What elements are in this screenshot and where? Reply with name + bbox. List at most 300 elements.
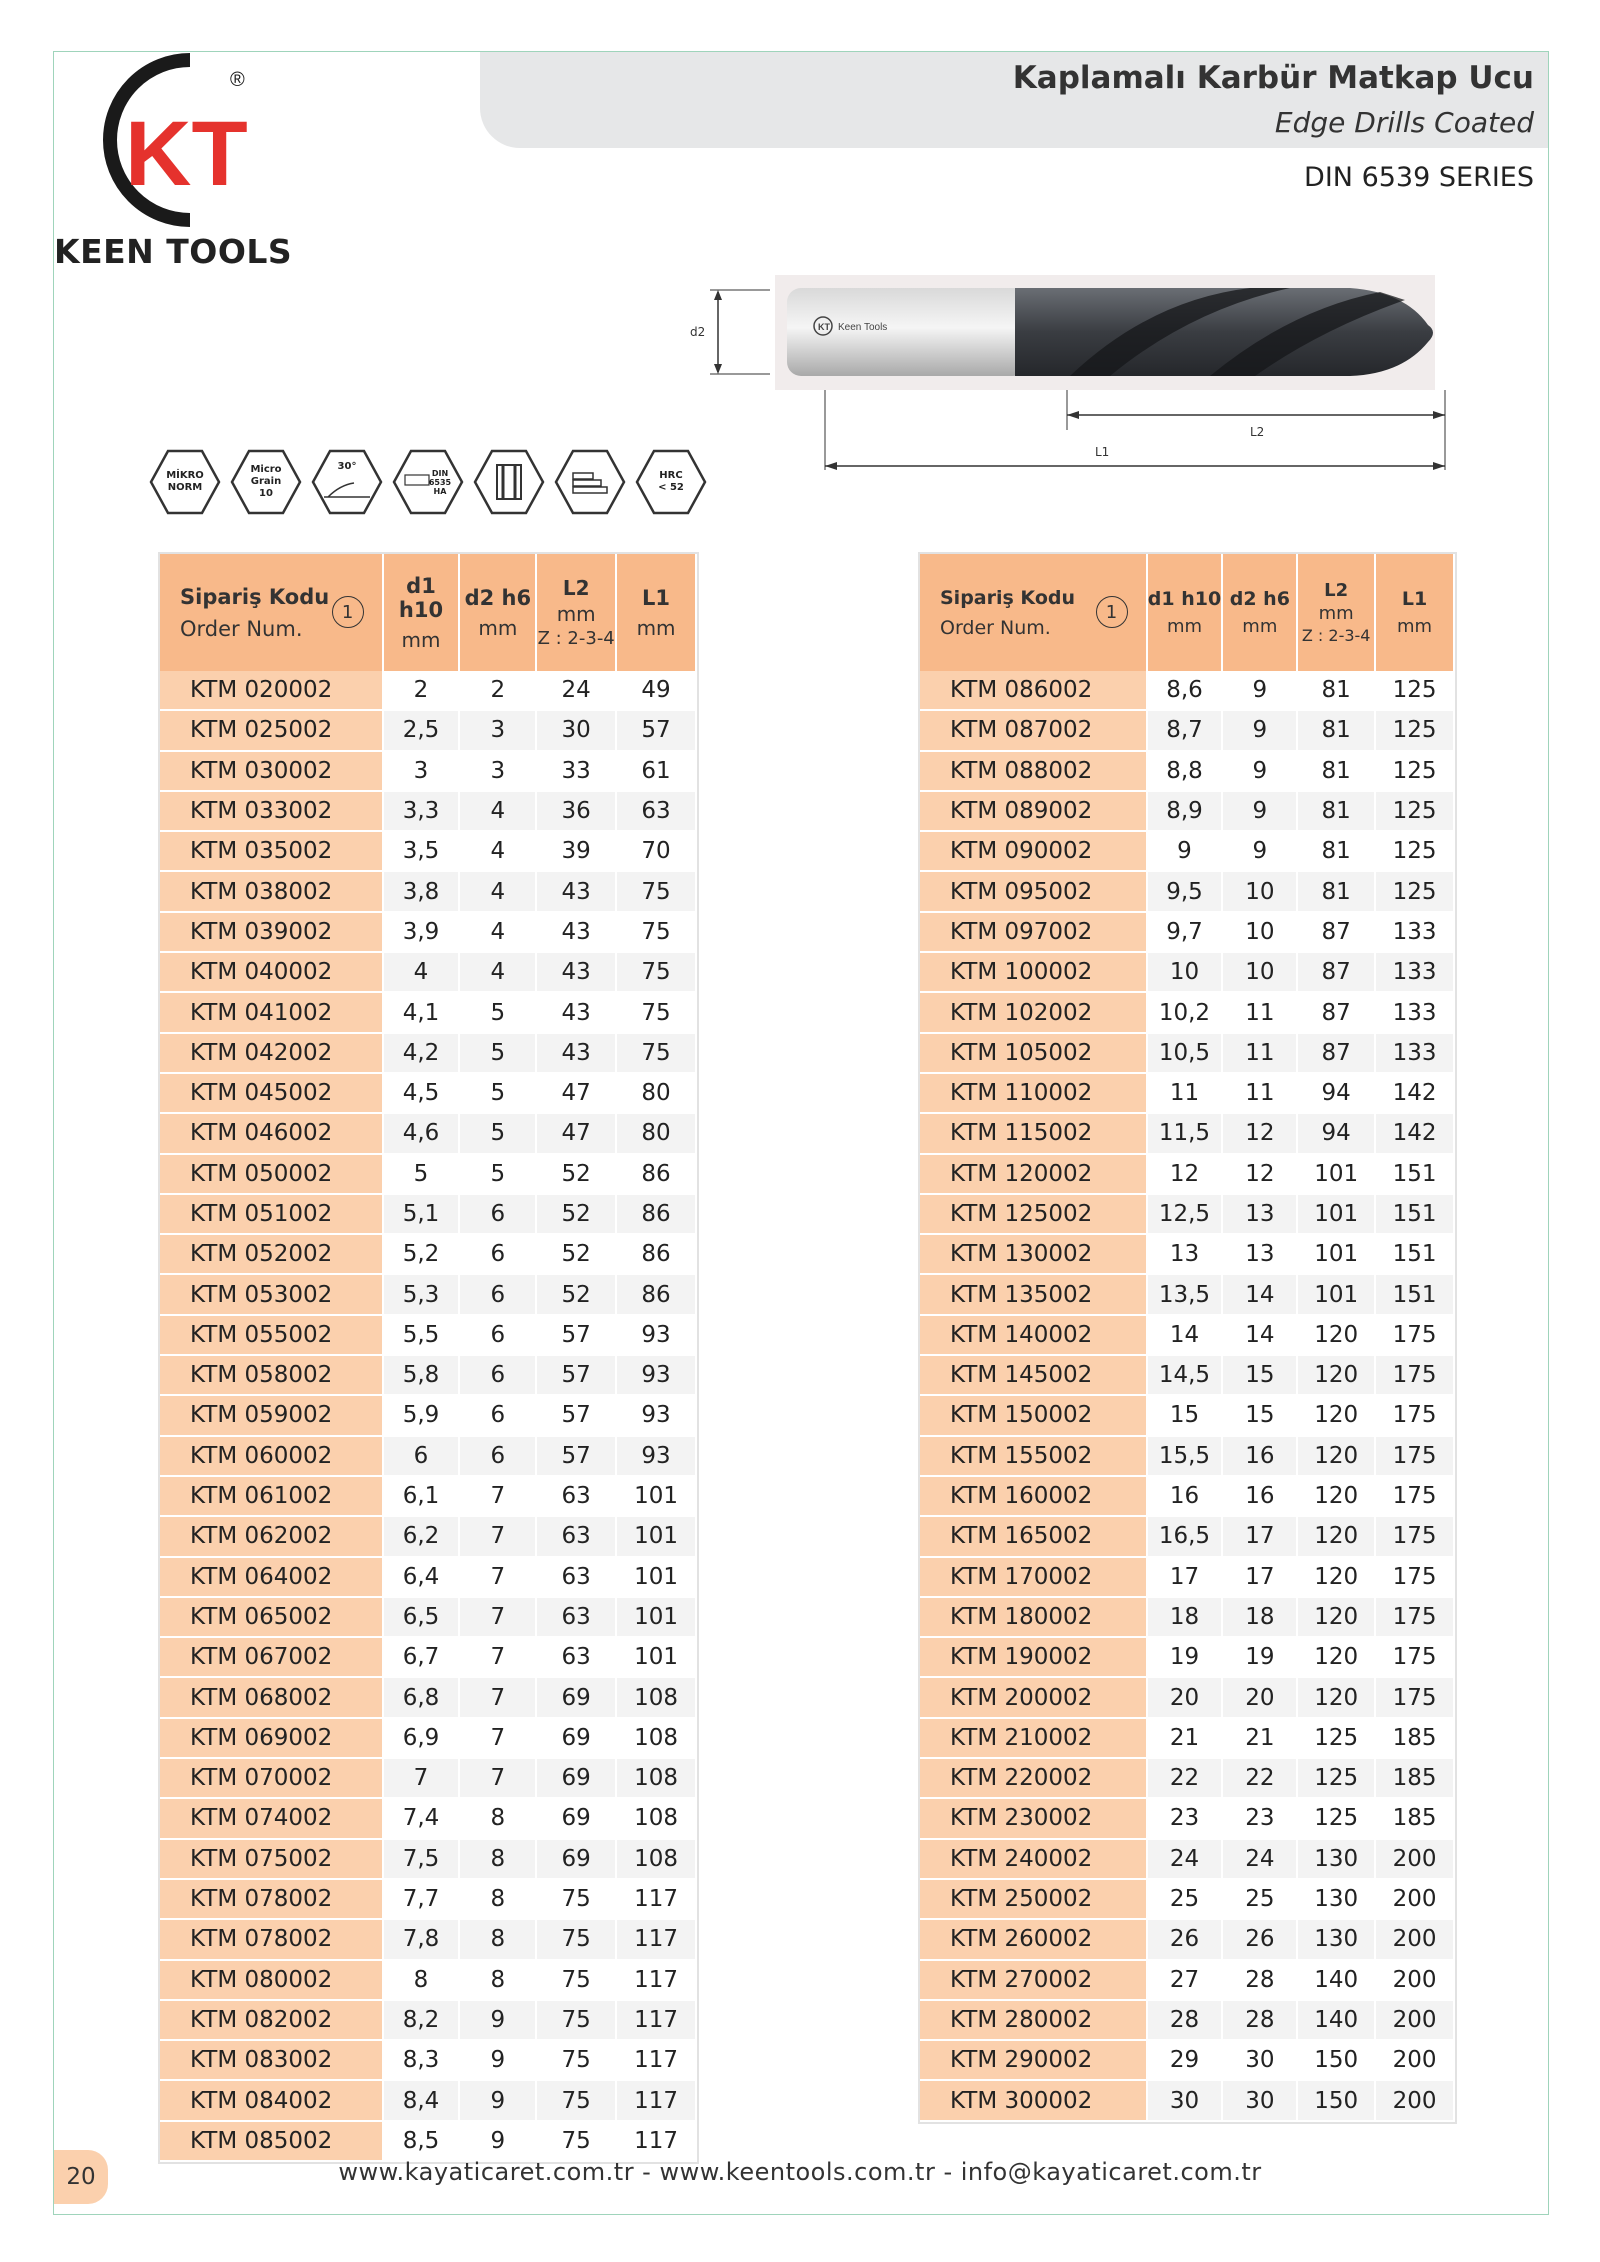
d1-cell: 6,7 <box>383 1637 460 1677</box>
l1-cell: 108 <box>616 1718 696 1758</box>
d1-cell: 10,2 <box>1147 992 1223 1032</box>
d1-cell: 3,9 <box>383 912 460 952</box>
l2-cell: 101 <box>1297 1234 1375 1274</box>
d2-cell: 30 <box>1222 2040 1297 2080</box>
l2-cell: 81 <box>1297 671 1375 710</box>
d2-cell: 6 <box>459 1234 536 1274</box>
order-code-header: Sipariş Kodu Order Num. 1 <box>160 554 383 671</box>
table-row <box>920 1073 1454 1113</box>
table-row <box>920 2000 1454 2040</box>
d1-cell: 9 <box>1147 831 1223 871</box>
d1-cell: 3 <box>383 751 460 791</box>
order-code-cell: KTM 055002 <box>160 1315 383 1355</box>
table-row <box>160 952 696 992</box>
l2-cell: 120 <box>1297 1597 1375 1637</box>
d1-cell: 3,3 <box>383 791 460 831</box>
din-shank-icon <box>391 445 465 519</box>
d2-cell: 7 <box>459 1597 536 1637</box>
d1-cell: 26 <box>1147 1919 1223 1959</box>
l2-cell: 69 <box>536 1798 616 1838</box>
spec-table-left <box>160 554 697 2162</box>
feature-label: Micro <box>250 464 282 475</box>
l2-cell: 47 <box>536 1073 616 1113</box>
l2-cell: 75 <box>536 2040 616 2080</box>
logo-letters: KT <box>125 103 248 205</box>
l2-cell: 63 <box>536 1597 616 1637</box>
d2-cell: 30 <box>1222 2080 1297 2120</box>
order-code-cell: KTM 220002 <box>920 1758 1147 1798</box>
order-code-cell: KTM 025002 <box>160 710 383 750</box>
d1-cell: 3,8 <box>383 871 460 911</box>
l2-cell: 130 <box>1297 1919 1375 1959</box>
l1-cell: 117 <box>616 2000 696 2040</box>
l2-cell: 120 <box>1297 1395 1375 1435</box>
table-row <box>160 1677 696 1717</box>
d2-cell: 28 <box>1222 1960 1297 2000</box>
note-number-icon: 1 <box>332 596 364 628</box>
order-code-cell: KTM 080002 <box>160 1960 383 2000</box>
d2-cell: 4 <box>459 871 536 911</box>
table-row <box>160 2000 696 2040</box>
l2-cell: 125 <box>1297 1758 1375 1798</box>
l2-cell: 94 <box>1297 1113 1375 1153</box>
l1-cell: 175 <box>1375 1516 1454 1556</box>
d1-cell: 8,2 <box>383 2000 460 2040</box>
order-code-cell: KTM 082002 <box>160 2000 383 2040</box>
l2-cell: 69 <box>536 1677 616 1717</box>
order-code-cell: KTM 045002 <box>160 1073 383 1113</box>
d2-cell: 17 <box>1222 1557 1297 1597</box>
l1-cell: 175 <box>1375 1355 1454 1395</box>
table-row <box>160 1436 696 1476</box>
l2-cell: 33 <box>536 751 616 791</box>
d2-label: d2 <box>690 325 706 339</box>
d2-cell: 23 <box>1222 1798 1297 1838</box>
coating-layers-icon <box>553 445 627 519</box>
d1-cell: 5,2 <box>383 1234 460 1274</box>
d1-cell: 7,5 <box>383 1839 460 1879</box>
table-row <box>160 751 696 791</box>
l1-header: L1 mm <box>616 554 696 671</box>
d1-cell: 28 <box>1147 2000 1223 2040</box>
l1-cell: 200 <box>1375 1919 1454 1959</box>
table-row <box>160 992 696 1032</box>
l2-cell: 63 <box>536 1476 616 1516</box>
feature-label: < 52 <box>658 482 684 493</box>
l1-cell: 133 <box>1375 1033 1454 1073</box>
feature-label: MİKRO <box>166 470 204 481</box>
table-row <box>160 912 696 952</box>
l1-cell: 86 <box>616 1194 696 1234</box>
l2-header: L2 mm Z : 2-3-4 <box>1297 554 1375 671</box>
d1-cell: 6,9 <box>383 1718 460 1758</box>
l1-cell: 117 <box>616 1960 696 2000</box>
order-code-cell: KTM 110002 <box>920 1073 1147 1113</box>
l2-cell: 69 <box>536 1758 616 1798</box>
l2-cell: 120 <box>1297 1677 1375 1717</box>
order-code-cell: KTM 240002 <box>920 1839 1147 1879</box>
l2-cell: 43 <box>536 1033 616 1073</box>
l2-cell: 120 <box>1297 1557 1375 1597</box>
feature-label: 6535 <box>428 477 452 487</box>
order-code-cell: KTM 097002 <box>920 912 1147 952</box>
d2-cell: 12 <box>1222 1113 1297 1153</box>
d2-cell: 4 <box>459 791 536 831</box>
d2-cell: 11 <box>1222 1073 1297 1113</box>
d1-cell: 12,5 <box>1147 1194 1223 1234</box>
registered-mark: ® <box>230 69 245 91</box>
feature-label: DIN <box>431 468 449 478</box>
l1-cell: 117 <box>616 2121 696 2161</box>
d1-cell: 4,6 <box>383 1113 460 1153</box>
l2-cell: 36 <box>536 791 616 831</box>
d2-cell: 6 <box>459 1355 536 1395</box>
table-row <box>160 831 696 871</box>
d1-cell: 10,5 <box>1147 1033 1223 1073</box>
spec-table-right <box>920 554 1455 2122</box>
d1-cell: 7 <box>383 1758 460 1798</box>
l1-cell: 49 <box>616 671 696 710</box>
l1-cell: 151 <box>1375 1194 1454 1234</box>
l2-cell: 130 <box>1297 1839 1375 1879</box>
order-code-cell: KTM 130002 <box>920 1234 1147 1274</box>
d2-cell: 26 <box>1222 1919 1297 1959</box>
table-row <box>160 1395 696 1435</box>
l1-cell: 125 <box>1375 710 1454 750</box>
d2-cell: 10 <box>1222 912 1297 952</box>
l2-cell: 69 <box>536 1839 616 1879</box>
order-code-cell: KTM 040002 <box>160 952 383 992</box>
table-row <box>160 1476 696 1516</box>
l2-cell: 47 <box>536 1113 616 1153</box>
table-row <box>920 2080 1454 2120</box>
order-code-cell: KTM 052002 <box>160 1234 383 1274</box>
d2-cell: 6 <box>459 1315 536 1355</box>
l1-cell: 151 <box>1375 1154 1454 1194</box>
d2-header: d2 h6 mm <box>459 554 536 671</box>
micro-grain-icon <box>229 445 303 519</box>
d1-cell: 12 <box>1147 1154 1223 1194</box>
order-code-cell: KTM 087002 <box>920 710 1147 750</box>
d2-cell: 10 <box>1222 952 1297 992</box>
order-code-cell: KTM 135002 <box>920 1274 1147 1314</box>
d1-cell: 11 <box>1147 1073 1223 1113</box>
d2-cell: 22 <box>1222 1758 1297 1798</box>
page-number: 20 <box>54 2150 108 2204</box>
l2-cell: 57 <box>536 1355 616 1395</box>
order-code-cell: KTM 090002 <box>920 831 1147 871</box>
d1-cell: 27 <box>1147 1960 1223 2000</box>
d2-cell: 14 <box>1222 1315 1297 1355</box>
l1-cell: 142 <box>1375 1073 1454 1113</box>
l2-header: L2 mm Z : 2-3-4 <box>536 554 616 671</box>
d2-cell: 7 <box>459 1557 536 1597</box>
order-code-cell: KTM 140002 <box>920 1315 1147 1355</box>
d2-cell: 4 <box>459 952 536 992</box>
table-row <box>160 1516 696 1556</box>
table-row <box>920 912 1454 952</box>
l1-cell: 93 <box>616 1315 696 1355</box>
d1-cell: 4 <box>383 952 460 992</box>
order-code-cell: KTM 051002 <box>160 1194 383 1234</box>
table-row <box>160 1637 696 1677</box>
order-code-cell: KTM 270002 <box>920 1960 1147 2000</box>
table-row <box>160 1073 696 1113</box>
table-row <box>920 1315 1454 1355</box>
order-code-cell: KTM 280002 <box>920 2000 1147 2040</box>
d2-cell: 8 <box>459 1798 536 1838</box>
l2-cell: 125 <box>1297 1798 1375 1838</box>
order-code-cell: KTM 155002 <box>920 1436 1147 1476</box>
d2-cell: 9 <box>459 2040 536 2080</box>
d2-cell: 7 <box>459 1677 536 1717</box>
table-row <box>920 751 1454 791</box>
l1-cell: 142 <box>1375 1113 1454 1153</box>
l2-cell: 75 <box>536 1879 616 1919</box>
l1-cell: 75 <box>616 871 696 911</box>
d1-cell: 5,1 <box>383 1194 460 1234</box>
l1-cell: 117 <box>616 1879 696 1919</box>
order-code-cell: KTM 250002 <box>920 1879 1147 1919</box>
table-row <box>920 1597 1454 1637</box>
order-code-cell: KTM 085002 <box>160 2121 383 2161</box>
order-code-cell: KTM 200002 <box>920 1677 1147 1717</box>
d1-cell: 20 <box>1147 1677 1223 1717</box>
l2-cell: 81 <box>1297 751 1375 791</box>
d2-cell: 12 <box>1222 1154 1297 1194</box>
l2-cell: 52 <box>536 1154 616 1194</box>
l2-cell: 120 <box>1297 1637 1375 1677</box>
l1-cell: 101 <box>616 1557 696 1597</box>
drill-drawing <box>690 270 1450 480</box>
l2-cell: 150 <box>1297 2040 1375 2080</box>
order-code-cell: KTM 038002 <box>160 871 383 911</box>
order-code-cell: KTM 100002 <box>920 952 1147 992</box>
order-code-cell: KTM 125002 <box>920 1194 1147 1234</box>
l1-cell: 57 <box>616 710 696 750</box>
d1-cell: 19 <box>1147 1637 1223 1677</box>
order-code-header: Sipariş Kodu Order Num. 1 <box>920 554 1147 671</box>
l1-cell: 101 <box>616 1637 696 1677</box>
l1-cell: 86 <box>616 1274 696 1314</box>
l2-cell: 120 <box>1297 1355 1375 1395</box>
order-code-cell: KTM 210002 <box>920 1718 1147 1758</box>
order-code-cell: KTM 060002 <box>160 1436 383 1476</box>
d1-cell: 9,5 <box>1147 871 1223 911</box>
d2-cell: 6 <box>459 1194 536 1234</box>
l1-cell: 108 <box>616 1839 696 1879</box>
order-code-cell: KTM 230002 <box>920 1798 1147 1838</box>
d2-cell: 6 <box>459 1274 536 1314</box>
order-code-cell: KTM 160002 <box>920 1476 1147 1516</box>
d2-cell: 5 <box>459 992 536 1032</box>
d2-cell: 13 <box>1222 1194 1297 1234</box>
d2-cell: 3 <box>459 751 536 791</box>
d1-cell: 18 <box>1147 1597 1223 1637</box>
l1-cell: 200 <box>1375 2080 1454 2120</box>
table-row <box>920 1637 1454 1677</box>
table-row <box>920 1113 1454 1153</box>
l2-cell: 75 <box>536 1919 616 1959</box>
l1-cell: 117 <box>616 2080 696 2120</box>
d1-cell: 11,5 <box>1147 1113 1223 1153</box>
l1-cell: 133 <box>1375 912 1454 952</box>
d1-cell: 6,1 <box>383 1476 460 1516</box>
l1-cell: 200 <box>1375 2040 1454 2080</box>
d1-cell: 4,2 <box>383 1033 460 1073</box>
l2-cell: 87 <box>1297 1033 1375 1073</box>
l1-header: L1 mm <box>1375 554 1454 671</box>
d1-cell: 14 <box>1147 1315 1223 1355</box>
d2-cell: 9 <box>1222 831 1297 871</box>
d2-cell: 18 <box>1222 1597 1297 1637</box>
l1-cell: 125 <box>1375 831 1454 871</box>
d1-cell: 10 <box>1147 952 1223 992</box>
order-code-cell: KTM 068002 <box>160 1677 383 1717</box>
order-code-cell: KTM 061002 <box>160 1476 383 1516</box>
d2-cell: 9 <box>1222 671 1297 710</box>
l2-cell: 140 <box>1297 1960 1375 2000</box>
l1-cell: 117 <box>616 1919 696 1959</box>
table-row <box>160 1194 696 1234</box>
l1-cell: 93 <box>616 1436 696 1476</box>
d1-cell: 6,2 <box>383 1516 460 1556</box>
l2-cell: 52 <box>536 1274 616 1314</box>
page-title: Kaplamalı Karbür Matkap Ucu <box>1012 60 1534 96</box>
l2-cell: 75 <box>536 2000 616 2040</box>
order-code-cell: KTM 059002 <box>160 1395 383 1435</box>
order-code-cell: KTM 120002 <box>920 1154 1147 1194</box>
l1-cell: 108 <box>616 1798 696 1838</box>
table-row <box>160 871 696 911</box>
table-row <box>160 1718 696 1758</box>
order-code-cell: KTM 075002 <box>160 1839 383 1879</box>
d2-cell: 13 <box>1222 1234 1297 1274</box>
l2-cell: 101 <box>1297 1194 1375 1234</box>
page-subtitle: Edge Drills Coated <box>1274 106 1534 139</box>
table-row <box>920 1677 1454 1717</box>
l2-cell: 24 <box>536 671 616 710</box>
l1-cell: 75 <box>616 1033 696 1073</box>
l1-cell: 86 <box>616 1234 696 1274</box>
d2-cell: 6 <box>459 1395 536 1435</box>
order-code-cell: KTM 145002 <box>920 1355 1147 1395</box>
d1-header: d1 h10 mm <box>383 554 460 671</box>
d2-cell: 24 <box>1222 1839 1297 1879</box>
table-row <box>160 1879 696 1919</box>
d1-cell: 17 <box>1147 1557 1223 1597</box>
l1-cell: 125 <box>1375 791 1454 831</box>
order-code-cell: KTM 083002 <box>160 2040 383 2080</box>
l2-cell: 63 <box>536 1637 616 1677</box>
d1-cell: 30 <box>1147 2080 1223 2120</box>
table-row <box>920 1194 1454 1234</box>
d1-cell: 8,3 <box>383 2040 460 2080</box>
order-code-cell: KTM 105002 <box>920 1033 1147 1073</box>
l1-cell: 200 <box>1375 1839 1454 1879</box>
brand-name: KEEN TOOLS <box>54 232 293 271</box>
mikro-norm-icon <box>148 445 222 519</box>
table-row <box>160 1557 696 1597</box>
feature-icons <box>148 445 718 519</box>
d2-cell: 5 <box>459 1033 536 1073</box>
l2-cell: 87 <box>1297 992 1375 1032</box>
l2-label: L2 <box>1250 425 1265 439</box>
d1-cell: 5,5 <box>383 1315 460 1355</box>
table-row <box>920 831 1454 871</box>
order-code-cell: KTM 300002 <box>920 2080 1147 2120</box>
order-code-cell: KTM 042002 <box>160 1033 383 1073</box>
d2-cell: 16 <box>1222 1476 1297 1516</box>
d2-cell: 9 <box>459 2000 536 2040</box>
d2-cell: 7 <box>459 1758 536 1798</box>
table-row <box>920 710 1454 750</box>
l1-cell: 175 <box>1375 1557 1454 1597</box>
d2-cell: 8 <box>459 1839 536 1879</box>
d1-cell: 15,5 <box>1147 1436 1223 1476</box>
order-code-cell: KTM 260002 <box>920 1919 1147 1959</box>
l1-cell: 151 <box>1375 1234 1454 1274</box>
l2-cell: 39 <box>536 831 616 871</box>
l1-cell: 80 <box>616 1073 696 1113</box>
l2-cell: 140 <box>1297 2000 1375 2040</box>
d1-cell: 7,7 <box>383 1879 460 1919</box>
order-code-cell: KTM 035002 <box>160 831 383 871</box>
table-row <box>160 1839 696 1879</box>
d2-cell: 7 <box>459 1718 536 1758</box>
d1-header: d1 h10 mm <box>1147 554 1223 671</box>
d2-cell: 21 <box>1222 1718 1297 1758</box>
d1-cell: 22 <box>1147 1758 1223 1798</box>
d2-cell: 20 <box>1222 1677 1297 1717</box>
d2-cell: 19 <box>1222 1637 1297 1677</box>
table-row <box>160 1154 696 1194</box>
table-row <box>920 1798 1454 1838</box>
table-row <box>920 1960 1454 2000</box>
feature-label: HA <box>433 486 447 496</box>
l2-cell: 57 <box>536 1315 616 1355</box>
footer-links: www.kayaticaret.com.tr - www.keentools.com.tr - info@kayaticaret.com.tr <box>338 2158 1262 2186</box>
l2-cell: 87 <box>1297 952 1375 992</box>
l2-cell: 81 <box>1297 871 1375 911</box>
table-row <box>920 1839 1454 1879</box>
feature-label: 10 <box>259 488 273 499</box>
table-row <box>920 1758 1454 1798</box>
d1-cell: 16,5 <box>1147 1516 1223 1556</box>
series-label: DIN 6539 SERIES <box>1304 162 1534 193</box>
table-row <box>160 710 696 750</box>
l2-cell: 69 <box>536 1718 616 1758</box>
l1-cell: 185 <box>1375 1718 1454 1758</box>
l2-cell: 75 <box>536 2121 616 2161</box>
d2-cell: 9 <box>1222 710 1297 750</box>
order-code-cell: KTM 074002 <box>160 1798 383 1838</box>
table-row <box>920 952 1454 992</box>
d2-cell: 5 <box>459 1113 536 1153</box>
table-row <box>920 1718 1454 1758</box>
l2-cell: 75 <box>536 2080 616 2120</box>
l1-cell: 175 <box>1375 1315 1454 1355</box>
order-code-cell: KTM 046002 <box>160 1113 383 1153</box>
l2-cell: 120 <box>1297 1476 1375 1516</box>
d1-cell: 16 <box>1147 1476 1223 1516</box>
l1-cell: 133 <box>1375 952 1454 992</box>
l1-cell: 108 <box>616 1758 696 1798</box>
table-row <box>920 1557 1454 1597</box>
d1-cell: 8,6 <box>1147 671 1223 710</box>
order-code-cell: KTM 030002 <box>160 751 383 791</box>
d1-cell: 6,4 <box>383 1557 460 1597</box>
